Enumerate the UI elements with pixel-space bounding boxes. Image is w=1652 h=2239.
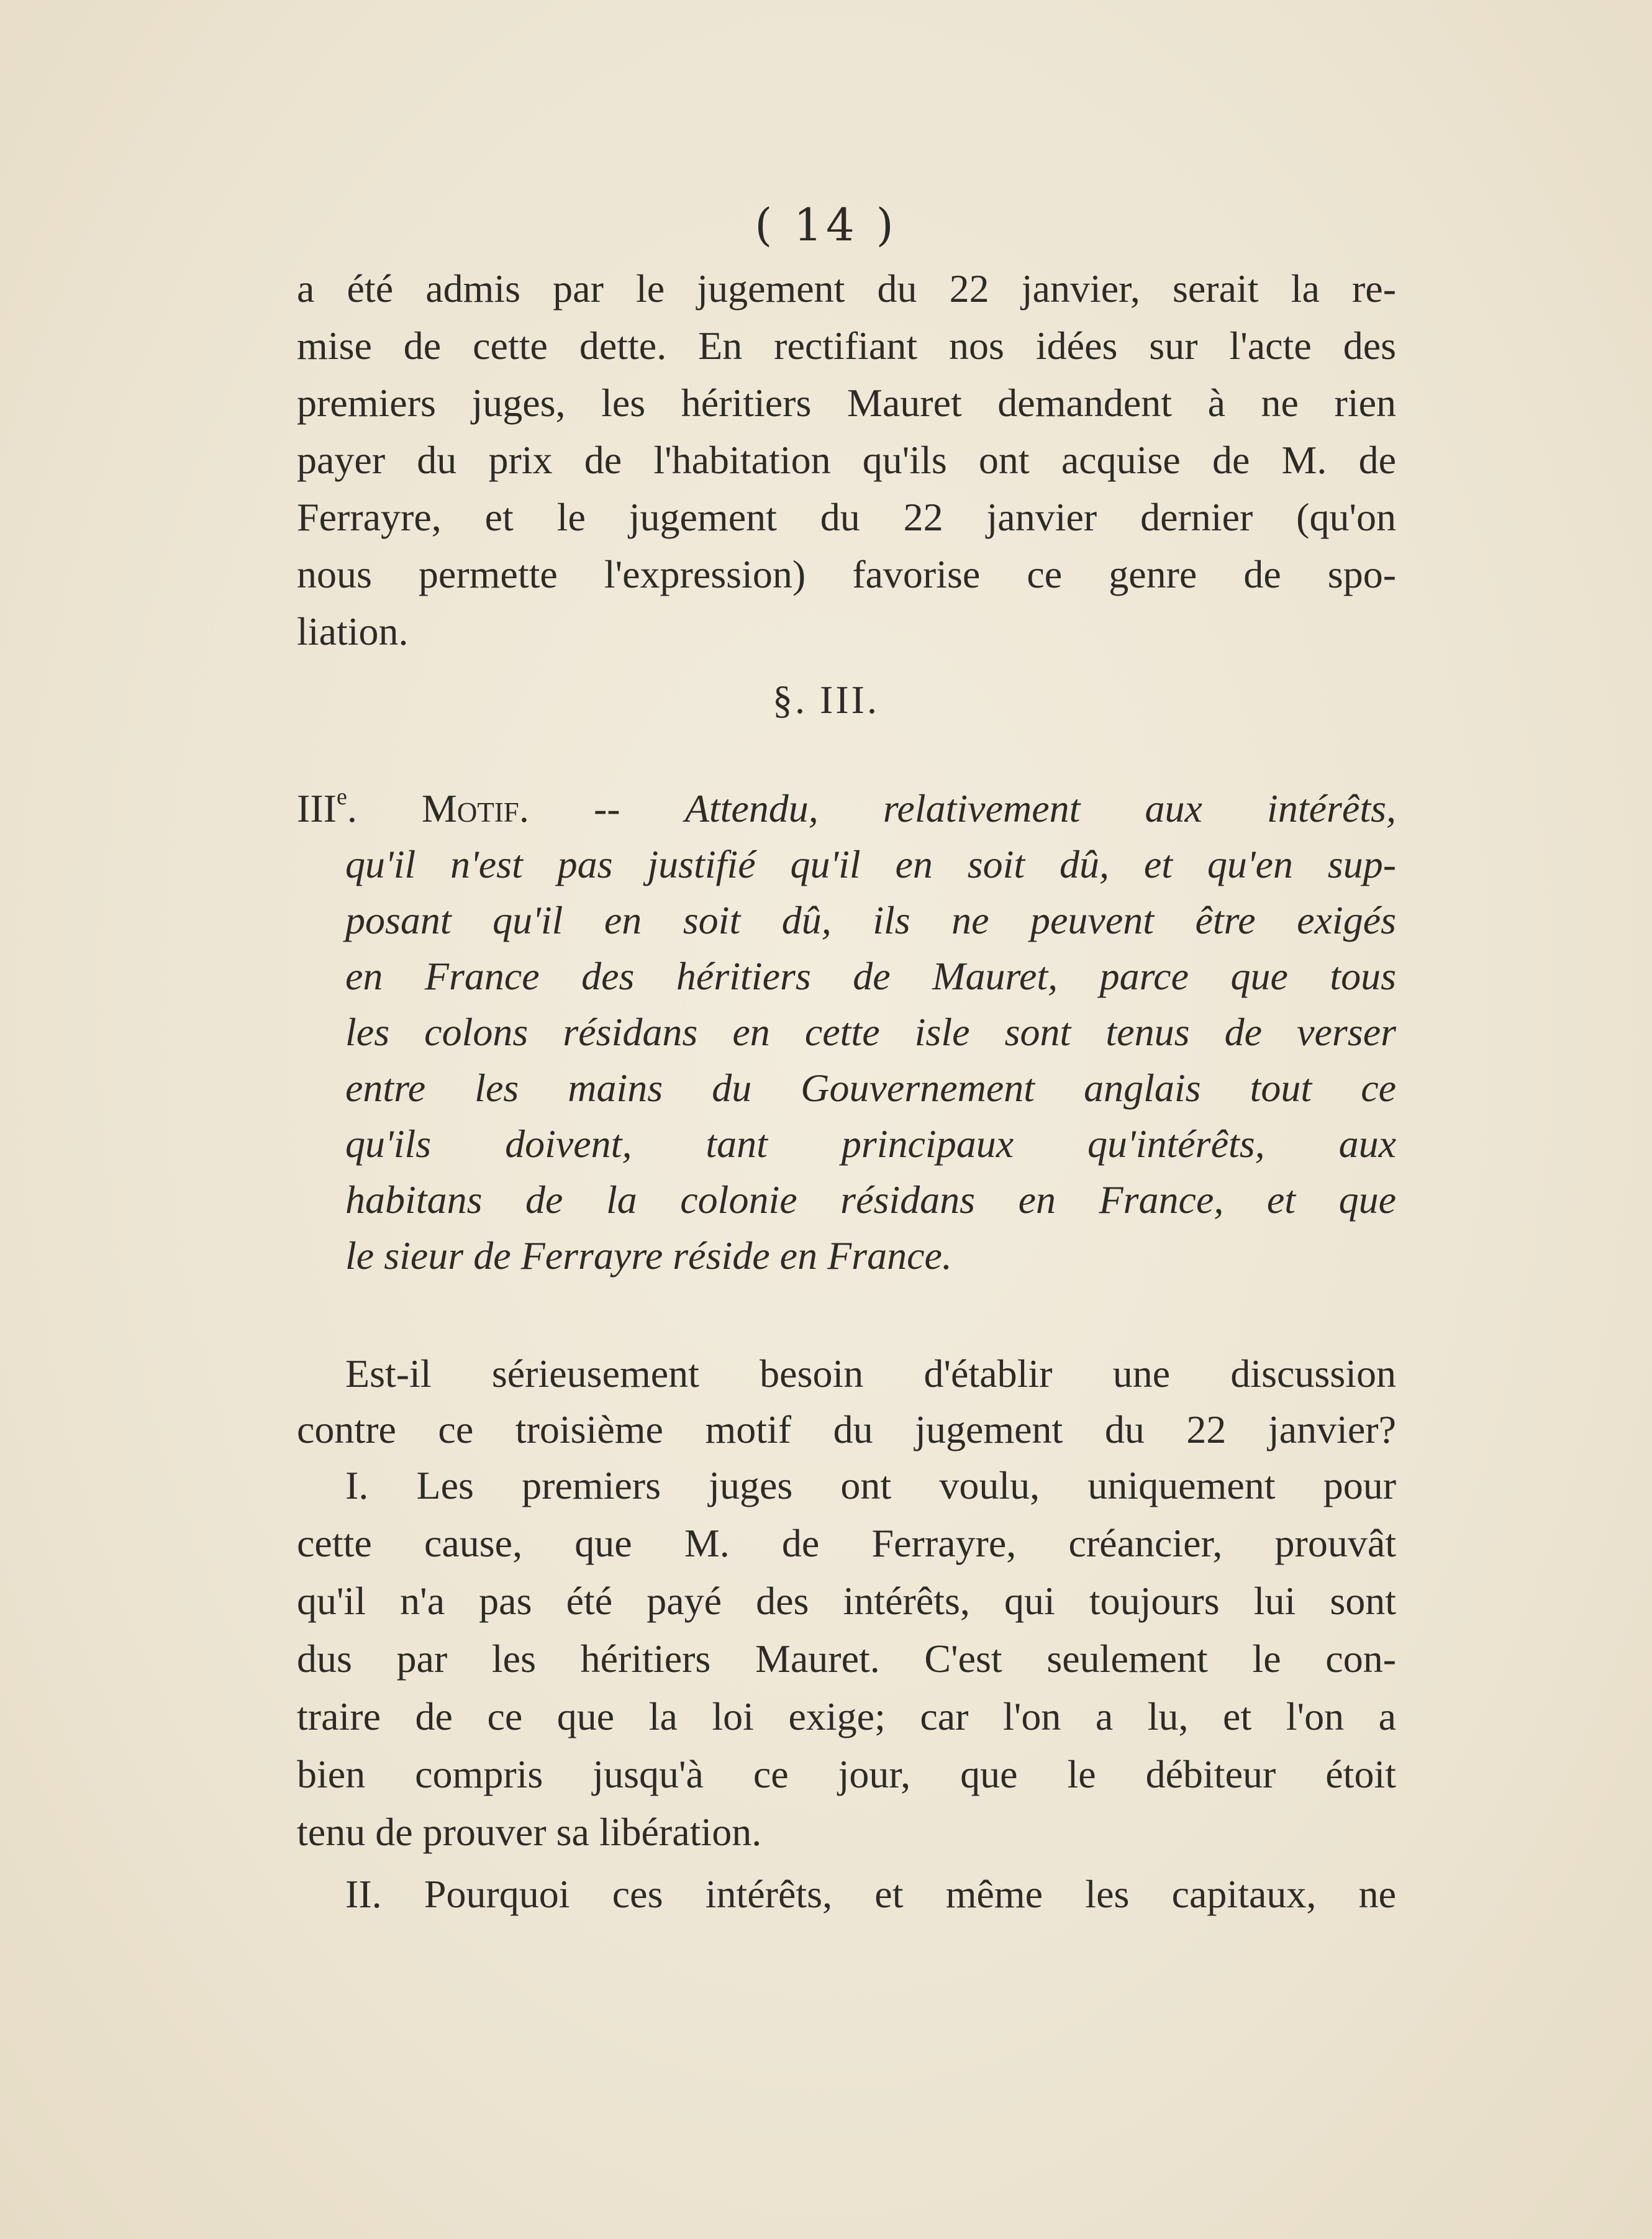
motif-first-line-text: Attendu, relativement aux intérêts,	[684, 786, 1397, 830]
text-line: liation.	[297, 609, 409, 653]
motif-numeral-suffix: e	[336, 784, 347, 810]
text-line: tenu de prouver sa libération.	[297, 1810, 762, 1854]
motif-line: en France des héritiers de Mauret, parce que tous	[345, 954, 1396, 998]
text-line: Est-il sérieusement besoin d'établir une discussion	[345, 1351, 1396, 1396]
page-number: ( 14 )	[755, 199, 897, 251]
text-line: I. Les premiers juges ont voulu, uniquement pour	[345, 1463, 1396, 1507]
motif-line: les colons résidans en cette isle sont tenus de verser	[345, 1010, 1396, 1054]
text-line: mise de cette dette. En rectifiant nos idées sur l'acte des	[297, 324, 1396, 368]
text-line: premiers juges, les héritiers Mauret demandent à ne rien	[297, 381, 1396, 425]
text-line: traire de ce que la loi exige; car l'on a lu, et l'on a	[297, 1694, 1396, 1738]
motif-line: posant qu'il en soit dû, ils ne peuvent être exigés	[345, 898, 1396, 942]
motif-line: entre les mains du Gouvernement anglais tout ce	[345, 1066, 1396, 1110]
text-line: contre ce troisième motif du jugement du 22 janvier?	[297, 1407, 1396, 1451]
text-line: a été admis par le jugement du 22 janvier, serait la re-	[297, 266, 1396, 311]
text-line: payer du prix de l'habitation qu'ils ont acquise de M. de	[297, 438, 1396, 482]
text-line: dus par les héritiers Mauret. C'est seulement le con-	[297, 1637, 1396, 1681]
motif-line: habitans de la colonie résidans en France, et que	[345, 1178, 1396, 1222]
motif-line: qu'il n'est pas justifié qu'il en soit dû, et qu'en sup-	[345, 842, 1396, 886]
motif-label: . Motif. --	[347, 786, 620, 830]
motif-line: qu'ils doivent, tant principaux qu'intérêts, aux	[345, 1122, 1396, 1166]
text-line: nous permette l'expression) favorise ce genre de spo-	[297, 552, 1396, 596]
motif-numeral: III	[297, 786, 337, 830]
text-line: Ferrayre, et le jugement du 22 janvier dernier (qu'on	[297, 495, 1396, 539]
motif-line: le sieur de Ferrayre réside en France.	[345, 1233, 952, 1278]
section-heading: §. III.	[773, 678, 879, 722]
motif-first-line	[297, 784, 1396, 833]
text-line: qu'il n'a pas été payé des intérêts, qui toujours lui sont	[297, 1579, 1396, 1623]
text-line: cette cause, que M. de Ferrayre, créancier, prouvât	[297, 1521, 1396, 1565]
text-line: bien compris jusqu'à ce jour, que le débiteur étoit	[297, 1752, 1396, 1796]
text-line: II. Pourquoi ces intérêts, et même les capitaux, ne	[345, 1872, 1396, 1916]
